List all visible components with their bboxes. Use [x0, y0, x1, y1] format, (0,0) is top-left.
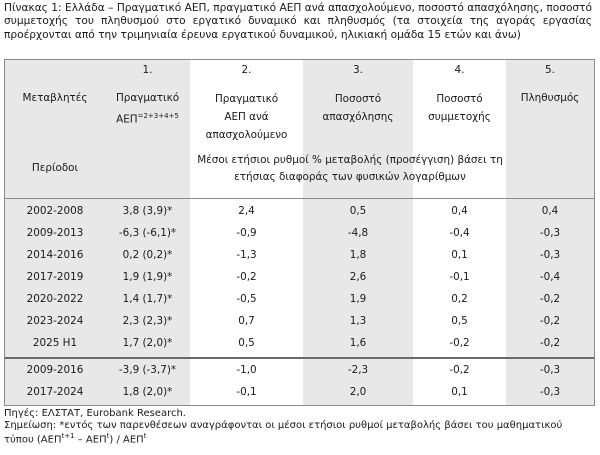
- row-value-c1: -6,3 (-6,1)*: [118, 227, 177, 239]
- row-value-c3: 1,9: [349, 293, 367, 305]
- section-divider: [5, 357, 594, 359]
- table-row: [5, 222, 594, 244]
- header-divider: [5, 198, 594, 199]
- header-col5-num: 5.: [545, 64, 555, 76]
- row-value-c5: -0,3: [539, 249, 561, 261]
- row-period: 2014-2016: [26, 249, 84, 261]
- row-value-c4: 0,5: [451, 315, 468, 327]
- row-value-c2: 2,4: [238, 205, 255, 217]
- row-value-c3: 1,8: [349, 249, 367, 261]
- row-value-c2: 0,7: [238, 315, 255, 327]
- table-row: [5, 332, 594, 354]
- table-row: [5, 288, 594, 310]
- data-table: [4, 59, 595, 406]
- row-period: 2017-2019: [26, 271, 84, 283]
- row-value-c3: 1,6: [349, 337, 367, 349]
- row-value-c3: 2,6: [349, 271, 367, 283]
- row-period: 2025 H1: [32, 337, 78, 349]
- row-value-c4: -0,2: [449, 364, 470, 376]
- row-period: 2017-2024: [26, 386, 84, 398]
- row-value-c1: 3,8 (3,9)*: [122, 205, 173, 217]
- header-col5-label: Πληθυσμός: [520, 92, 580, 104]
- row-value-c1: 1,9 (1,9)*: [122, 271, 173, 283]
- header-periods: Περίοδοι: [31, 162, 79, 174]
- row-value-c2: -0,2: [236, 271, 257, 283]
- row-value-c1: -3,9 (-3,7)*: [118, 364, 177, 376]
- row-value-c3: 1,3: [349, 315, 367, 327]
- row-period: 2002-2008: [26, 205, 84, 217]
- header-col3-num: 3.: [353, 64, 363, 76]
- header-col2-label: Πραγματικό ΑΕΠ ανά απασχολούμενο: [205, 93, 288, 141]
- row-value-c3: 0,5: [349, 205, 367, 217]
- row-value-c4: 0,1: [451, 386, 468, 398]
- header-col2-num: 2.: [241, 64, 252, 76]
- row-value-c3: 2,0: [349, 386, 367, 398]
- table-caption: Πίνακας 1: Ελλάδα – Πραγματικό ΑΕΠ, πραγματικό ΑΕΠ ανά απασχολούμενο, ποσοστό απασχόλησης, ποσοστό συμμετοχής του πληθυσμού στο εργατικό δυναμικό και πληθυσμός (τα στοιχεία της αγοράς εργασίας προέρχονται από την τριμηνιαία έρευνα εργατικού δυναμικού, ηλικιακή ομάδα 15 ετών και άνω): [4, 2, 592, 41]
- table-row: [5, 310, 594, 332]
- table-footer: [4, 408, 594, 446]
- row-value-c2: -0,9: [236, 227, 257, 239]
- header-col1-label: Πραγματικό: [115, 92, 180, 104]
- row-value-c2: -1,3: [236, 249, 257, 261]
- table-row: [5, 266, 594, 288]
- row-value-c4: 0,4: [451, 205, 468, 217]
- header-col4-num: 4.: [454, 64, 465, 76]
- row-value-c1: 1,8 (2,0)*: [122, 386, 173, 398]
- row-value-c2: -0,5: [236, 293, 257, 305]
- footer-sources: Πηγές: ΕΛΣΤΑΤ, Eurobank Research.: [4, 408, 186, 419]
- table-row: [5, 359, 594, 381]
- header-variables: Μεταβλητές: [22, 92, 88, 104]
- row-value-c3: -2,3: [347, 364, 369, 376]
- row-period: 2009-2013: [26, 227, 84, 239]
- row-value-c1: 0,2 (0,2)*: [122, 249, 173, 261]
- header-units: Μέσοι ετήσιοι ρυθμοί % μεταβολής (προσέγγιση) βάσει τη ετήσιας διαφοράς των φυσικών λογαρίθμων: [197, 154, 503, 183]
- row-value-c4: -0,2: [449, 337, 470, 349]
- header-col3-label: Ποσοστό απασχόλησης: [322, 93, 394, 123]
- row-value-c3: -4,8: [347, 227, 369, 239]
- footer-note: Σημείωση: *εντός των παρενθέσεων αναγράφονται οι μέσοι ετήσιοι ρυθμοί μεταβολής βάσει του μαθηματικού τύπου $(AE\Pi^{t+1} - AE\Pi^t) / AE\Pi^t$: [4, 419, 563, 446]
- table-row: [5, 200, 594, 222]
- header-col4-label: Ποσοστό συμμετοχής: [428, 93, 491, 123]
- row-value-c1: 1,7 (2,0)*: [122, 337, 173, 349]
- row-period: 2023-2024: [26, 315, 84, 327]
- row-value-c4: -0,1: [449, 271, 470, 283]
- header-col1-num: 1.: [142, 64, 153, 76]
- row-value-c5: 0,4: [541, 205, 559, 217]
- header-col1-label2: $AE\Pi^{=2+3+4+5}$: [116, 112, 179, 126]
- row-value-c5: -0,3: [539, 364, 561, 376]
- row-value-c5: -0,2: [539, 315, 561, 327]
- row-value-c2: -1,0: [236, 364, 257, 376]
- row-value-c5: -0,3: [539, 227, 561, 239]
- row-value-c4: -0,4: [449, 227, 470, 239]
- row-value-c2: -0,1: [236, 386, 257, 398]
- row-period: 2020-2022: [26, 293, 84, 305]
- row-value-c2: 0,5: [238, 337, 255, 349]
- table-row: [5, 381, 594, 403]
- row-value-c1: 1,4 (1,7)*: [122, 293, 173, 305]
- row-value-c1: 2,3 (2,3)*: [122, 315, 173, 327]
- row-period: 2009-2016: [26, 364, 84, 376]
- row-value-c4: 0,2: [451, 293, 468, 305]
- row-value-c5: -0,3: [539, 386, 561, 398]
- row-value-c5: -0,4: [539, 271, 561, 283]
- row-value-c4: 0,1: [451, 249, 468, 261]
- row-value-c5: -0,2: [539, 337, 561, 349]
- table-row: [5, 244, 594, 266]
- row-value-c5: -0,2: [539, 293, 561, 305]
